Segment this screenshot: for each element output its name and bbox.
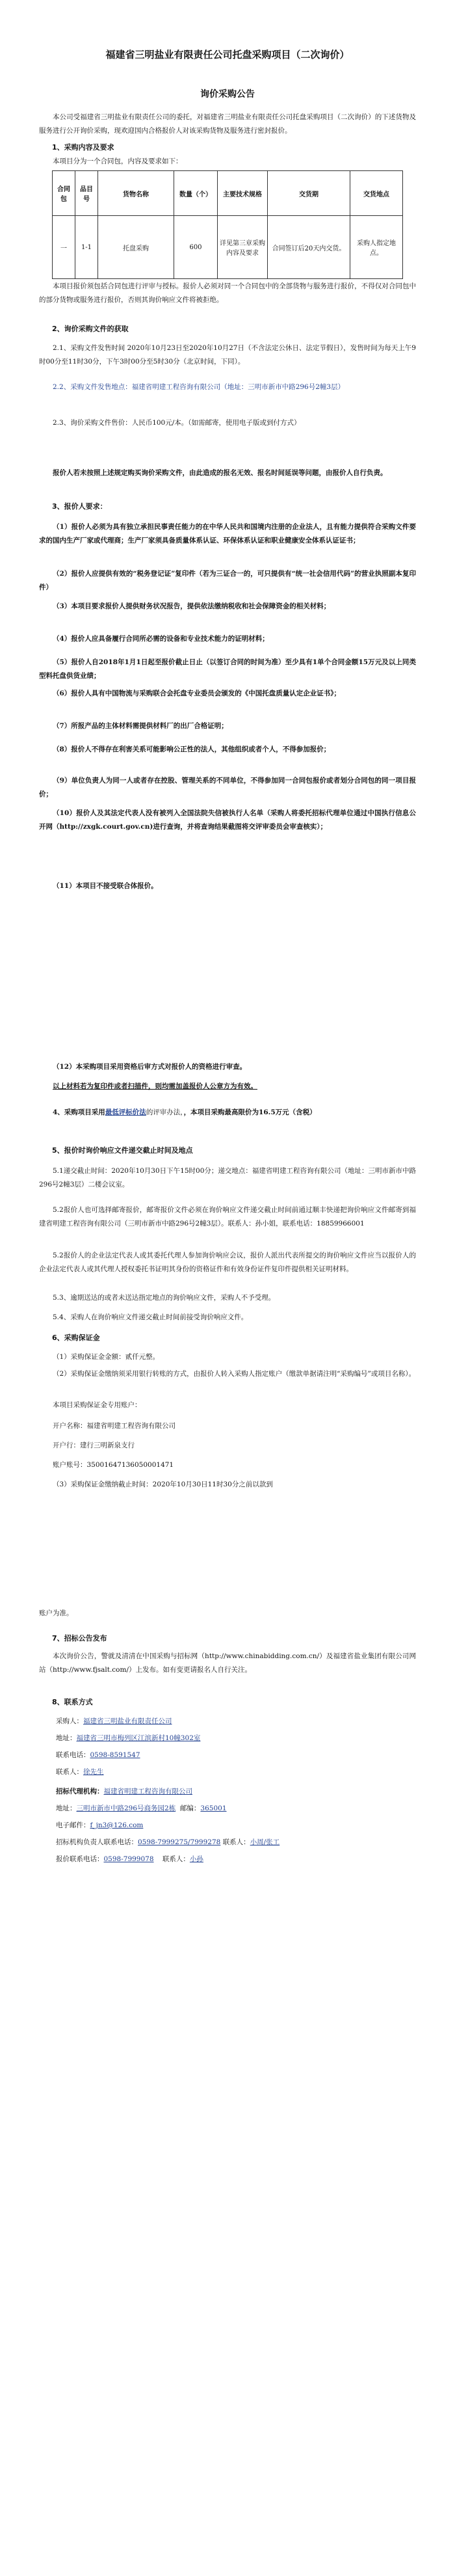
- section-6-account-intro: 本项目采购保证金专用账户：: [53, 1401, 142, 1409]
- table-cell: 合同签订后20天内交货。: [268, 216, 350, 279]
- section-4-label: ，本项目采购最高限价: [183, 1108, 252, 1116]
- section-2-heading: 2、询价采购文件的获取: [52, 325, 129, 333]
- contact-tel-1-person: 小周/张工: [250, 1838, 280, 1846]
- section-4-lead: 4、采购项目采用: [53, 1108, 105, 1116]
- contact-address: [56, 1733, 433, 1743]
- requirement-5: （5）报价人自2018年1月1日起至报价截止日止（以签订合同的时间为准）至少具有1单个合同金额15万元及以上同类型料托盘供货业绩；: [39, 658, 416, 680]
- section-5-item-5: 5.4、采购人在询价响应文件递交截止时间前接受询价响应文件。: [53, 1313, 248, 1321]
- contact-tel-1-value: 0598-7999275/7999278: [138, 1838, 221, 1846]
- section-6-tail: 账户为准。: [39, 1609, 73, 1617]
- requirement-3: （3）本项目要求报价人提供财务状况报告，提供依法缴纳税收和社会保障资金的相关材料；: [53, 602, 331, 610]
- contact-email-value[interactable]: f_jn3@126.com: [90, 1821, 144, 1829]
- contact-address-value: 福建省三明市梅列区江滨新村10幢302室: [76, 1734, 201, 1742]
- section-7-text: 本次询价公告，警就及清清在中国采购与招标网（http://www.chinabidding.com.cn/）及福建省盐业集团有限公司网站（http://www.fjsalt.com/）上发布。如有变更请报名人自行关注。: [39, 1652, 416, 1674]
- requirement-1: （1）报价人必须为具有独立承担民事责任能力的在中华人民共和国境内注册的企业法人，且有能力提供符合采购文件要求的国内生产厂家或代理商；生产厂家须具备质量体系认证、环保体系认证和职业健康安全体系认证证书；: [39, 523, 416, 544]
- contact-buyer-value: 福建省三明盐业有限责任公司: [83, 1717, 172, 1725]
- requirement-11: （11）本项目不接受联合体报价。: [53, 882, 158, 890]
- contact-phone: [56, 1750, 433, 1760]
- contact-tel-1: [56, 1837, 433, 1847]
- contact-tel-1-person-label: 联系人：: [222, 1838, 250, 1846]
- registration-note: 报价人若未按照上述规定购买询价采购文件，由此造成的报名无效、报名时间延误等问题，由报价人自行负责。: [53, 469, 387, 477]
- contact-agent-address-value: 三明市新市中路296号商务园2栋: [76, 1805, 176, 1812]
- table-header-cell: 数量（个）: [174, 171, 218, 216]
- table-header-cell: 交货期: [268, 171, 350, 216]
- table-row: [53, 216, 403, 279]
- contact-phone-label: 联系电话：: [56, 1751, 90, 1759]
- account-bank: 开户行：建行三明新泉支行: [53, 1442, 135, 1449]
- table-cell: 详见第三章采购内容及要求: [218, 216, 268, 279]
- requirement-4: （4）报价人应具备履行合同所必需的设备和专业技术能力的证明材料；: [53, 635, 269, 643]
- contact-tel-2-label: 报价联系电话：: [56, 1855, 104, 1863]
- table-cell: 托盘采购: [98, 216, 174, 279]
- contact-phone-value: 0598-8591547: [90, 1751, 140, 1759]
- contact-agent: [56, 1786, 433, 1796]
- table-header-row: [53, 171, 403, 216]
- contact-person-value: 徐先生: [83, 1768, 104, 1776]
- section-4-mid: 的评审办法，: [146, 1108, 184, 1116]
- contact-agent-address-label: 地址：: [56, 1805, 77, 1812]
- requirement-9: （9）单位负责人为同一人或者存在控股、管理关系的不同单位，不得参加同一合同包报价或者划分合同包的同一项目报价；: [39, 777, 416, 798]
- account-number: 账户账号：35001647136050001471: [53, 1461, 174, 1469]
- max-price: 为16.5万元（含税）: [252, 1108, 317, 1116]
- section-4-paragraph: [39, 1106, 416, 1120]
- contact-zip-value: 365001: [200, 1805, 227, 1812]
- contact-buyer: [56, 1716, 433, 1726]
- section-1-line: 本项目分为一个合同包，内容及要求如下：: [53, 157, 183, 165]
- table-header-cell: 货物名称: [98, 171, 174, 216]
- section-3-heading: 3、报价人要求：: [52, 502, 107, 511]
- section-6-item-2: （2）采购保证金缴纳须采用银行转账的方式，由报价人转入采购人指定账户（缴款单据请注明“采购编号”或项目名称）。: [53, 1370, 416, 1378]
- section-5-item-3: 5.2报价人的企业法定代表人或其委托代理人参加询价响应会议，报价人派出代表所提交的询价响应文件应当以报价人的企业法定代表人或其代理人授权委托书证明其身份的资格证件和有效身份证件复印件提供相关证明材料。: [39, 1252, 416, 1273]
- contact-tel-2-person-label: 联系人：: [162, 1855, 190, 1863]
- contact-email: [56, 1820, 433, 1830]
- section-1-heading: 1、采购内容及要求: [52, 143, 114, 152]
- requirement-2: （2）报价人应提供有效的“税务登记证”复印件（若为三证合一的，可只提供有“统一社会信用代码”的营业执照副本复印件）: [39, 570, 416, 591]
- table-cell: 一: [53, 216, 75, 279]
- document-title: 福建省三明盐业有限责任公司托盘采购项目（二次询价）: [105, 49, 350, 60]
- table-cell: 1-1: [75, 216, 98, 279]
- contact-tel-1-label: 招标机构负责人联系电话：: [56, 1838, 138, 1846]
- requirement-12: （12）本采购项目采用资格后审方式对报价人的资格进行审查。: [53, 1063, 247, 1071]
- section-6-item-1: （1）采购保证金金额：贰仟元整。: [53, 1353, 160, 1361]
- contact-email-label: 电子邮件：: [56, 1821, 90, 1829]
- table-header-cell: 主要技术规格: [218, 171, 268, 216]
- table-header-cell: 交货地点: [350, 171, 403, 216]
- requirement-6: （6）报价人具有中国物流与采购联合会托盘专业委员会颁发的《中国托盘质量认定企业证书》；: [53, 690, 341, 697]
- copy-stamp-note: 以上材料若为复印件或者扫描件，则均需加盖报价人公章方为有效。: [53, 1082, 257, 1090]
- contact-person-label: 联系人：: [56, 1768, 83, 1776]
- section-1-note: 本项目报价须包括合同包进行评审与授标。报价人必须对同一个合同包中的全部货物与服务进行报价，不得仅对合同包中的部分货物或服务进行报价，否则其询价响应文件将被拒绝。: [39, 282, 416, 304]
- contact-tel-2-person: 小孙: [189, 1855, 203, 1863]
- contact-person: [56, 1767, 433, 1777]
- section-5-item-4: 5.3、逾期送达的或者未送达指定地点的询价响应文件，采购人不予受理。: [53, 1294, 276, 1302]
- section-5-item-2: 5.2报价人也可选择邮寄报价，邮寄报价文件必须在询价响应文件递交截止时间前通过顺丰快递把询价响应文件邮寄到福建省明建工程咨询有限公司（三明市新市中路296号2幢3层）。联系人：孙小姐，联系电话：18859966001: [39, 1206, 416, 1228]
- intro-paragraph: 本公司受福建省三明盐业有限责任公司的委托，对福建省三明盐业有限责任公司托盘采购项目（二次询价）的下述货物及服务进行公开询价采购，现欢迎国内合格报价人对该采购货物及服务进行密封报价。: [39, 113, 416, 135]
- requirement-8: （8）报价人不得存在利害关系可能影响公正性的法人，其他组织或者个人，不得参加报价；: [53, 745, 331, 753]
- table-cell: 600: [174, 216, 218, 279]
- section-2-item-3: 2.3、询价采购文件售价：人民币100元/本。（如需邮寄，使用电子版或到付方式）: [53, 419, 301, 427]
- document-subtitle: 询价采购公告: [200, 89, 255, 100]
- requirement-7: （7）所报产品的主体材料需提供材料厂的出厂合格证明；: [53, 722, 228, 730]
- section-6-item-3: （3）采购保证金缴纳截止时间：2020年10月30日11时30分之前以款到: [53, 1481, 273, 1488]
- contact-tel-2-value: 0598-7999078: [103, 1855, 154, 1863]
- section-8-heading: 8、联系方式: [52, 1698, 93, 1706]
- contact-agent-address: [56, 1803, 433, 1813]
- evaluation-method: 最低评标价法: [105, 1108, 146, 1116]
- contact-tel-2: [56, 1854, 433, 1864]
- section-2-item-2: 2.2、采购文件发售地点：福建省明建工程咨询有限公司（地址：三明市新市中路296号2幢3层）: [53, 383, 345, 391]
- table-cell: 采购人指定地点。: [350, 216, 403, 279]
- section-6-heading: 6、采购保证金: [52, 1334, 100, 1342]
- table-header-cell: 合同包: [53, 171, 75, 216]
- procurement-table: [52, 170, 403, 279]
- section-5-item-1: 5.1递交截止时间：2020年10月30日下午15时00分；递交地点：福建省明建工程咨询有限公司（地址：三明市新市中路296号2幢3层）二楼会议室。: [39, 1167, 416, 1188]
- contact-zip-label: 邮编：: [179, 1805, 201, 1812]
- section-7-heading: 7、招标公告发布: [52, 1634, 107, 1643]
- table-header-cell: 品目号: [75, 171, 98, 216]
- contact-address-label: 地址：: [56, 1734, 77, 1742]
- account-name: 开户名称：福建省明建工程咨询有限公司: [53, 1422, 176, 1430]
- section-5-heading: 5、报价时询价响应文件递交截止时间及地点: [52, 1146, 193, 1155]
- contact-agent-value: 福建省明建工程咨询有限公司: [103, 1788, 192, 1795]
- requirement-10: （10）报价人及其法定代表人没有被列入全国法院失信被执行人名单（采购人将委托招标代理单位通过中国执行信息公开网（http://zxgk.court.gov.cn)进行查询，并将查询结果截图将交评审委员会审查核实）；: [39, 809, 416, 831]
- contact-agent-label: 招标代理机构：: [56, 1788, 104, 1795]
- contact-buyer-label: 采购人：: [56, 1717, 83, 1725]
- section-2-item-1: 2.1、采购文件发售时间 2020年10月23日至2020年10月27日（不含法定公休日、法定节假日），发售时间为每天上午9时00分至11时30分，下午3时00分至5时30分（北京时间，下同）。: [39, 344, 416, 366]
